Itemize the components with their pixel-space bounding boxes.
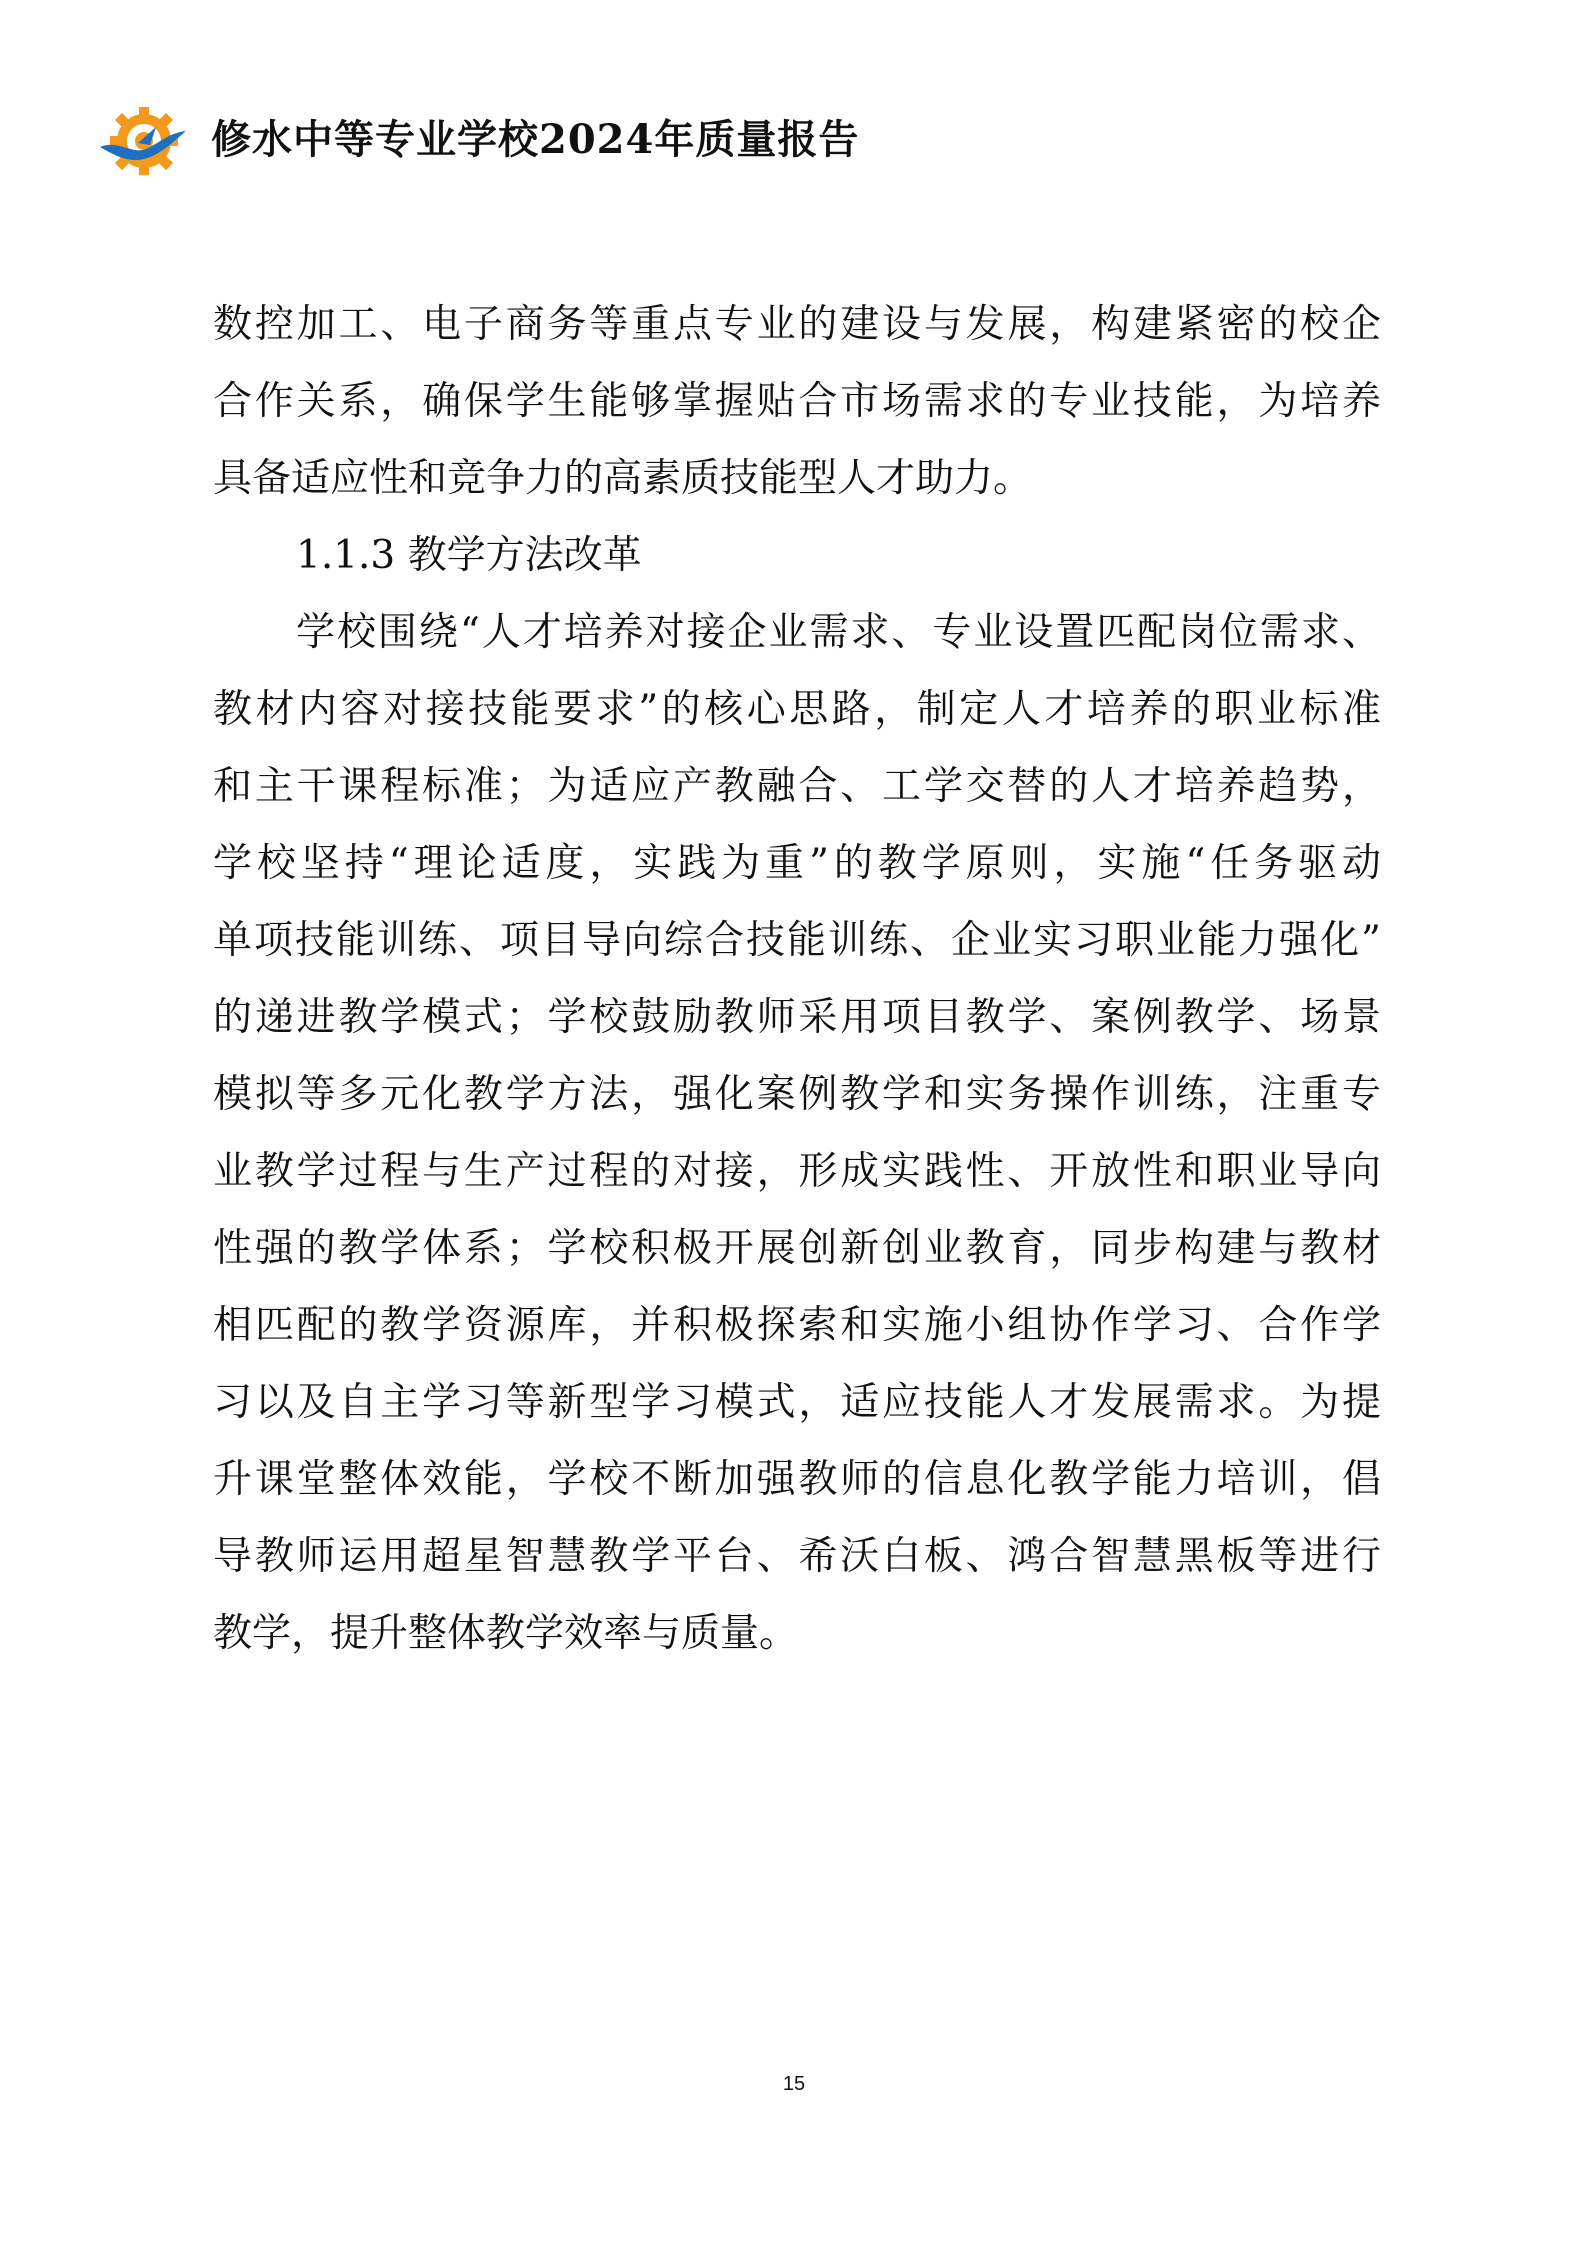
paragraph-line: 具备适应性和竞争力的高素质技能型人才助力。 — [213, 456, 1033, 501]
paragraph-line: 数控加工、电子商务等重点专业的建设与发展，构建紧密的校企 — [213, 302, 1381, 347]
paragraph-line: 教材内容对接技能要求”的核心思路，制定人才培养的职业标准 — [213, 687, 1381, 732]
page-number: 15 — [782, 2073, 806, 2095]
paragraph-line: 相匹配的教学资源库，并积极探索和实施小组协作学习、合作学 — [213, 1303, 1381, 1348]
paragraph-line: 的递进教学模式；学校鼓励教师采用项目教学、案例教学、场景 — [213, 995, 1381, 1040]
paragraph-line: 和主干课程标准；为适应产教融合、工学交替的人才培养趋势， — [213, 764, 1381, 809]
paragraph-line: 合作关系，确保学生能够掌握贴合市场需求的专业技能，为培养 — [213, 379, 1381, 424]
paragraph-line: 教学，提升整体教学效率与质量。 — [213, 1611, 799, 1656]
paragraph-line: 业教学过程与生产过程的对接，形成实践性、开放性和职业导向 — [213, 1149, 1381, 1194]
paragraph-line: 性强的教学体系；学校积极开展创新创业教育，同步构建与教材 — [213, 1226, 1381, 1271]
report-title: 修水中等专业学校2024年质量报告 — [211, 116, 860, 163]
paragraph-line: 导教师运用超星智慧教学平台、希沃白板、鸿合智慧黑板等进行 — [213, 1534, 1381, 1579]
paragraph-line: 学校坚持“理论适度，实践为重”的教学原则，实施“任务驱动 — [213, 841, 1381, 886]
paragraph-line: 升课堂整体效能，学校不断加强教师的信息化教学能力培训，倡 — [213, 1457, 1381, 1502]
paragraph-line: 习以及自主学习等新型学习模式，适应技能人才发展需求。为提 — [213, 1380, 1381, 1425]
paragraph-line: 学校围绕“人才培养对接企业需求、专业设置匹配岗位需求、 — [296, 610, 1381, 655]
paragraph-line: 模拟等多元化教学方法，强化案例教学和实务操作训练，注重专 — [213, 1072, 1381, 1117]
section-heading: 1.1.3 教学方法改革 — [296, 533, 642, 578]
paragraph-line: 单项技能训练、项目导向综合技能训练、企业实习职业能力强化” — [213, 918, 1381, 963]
